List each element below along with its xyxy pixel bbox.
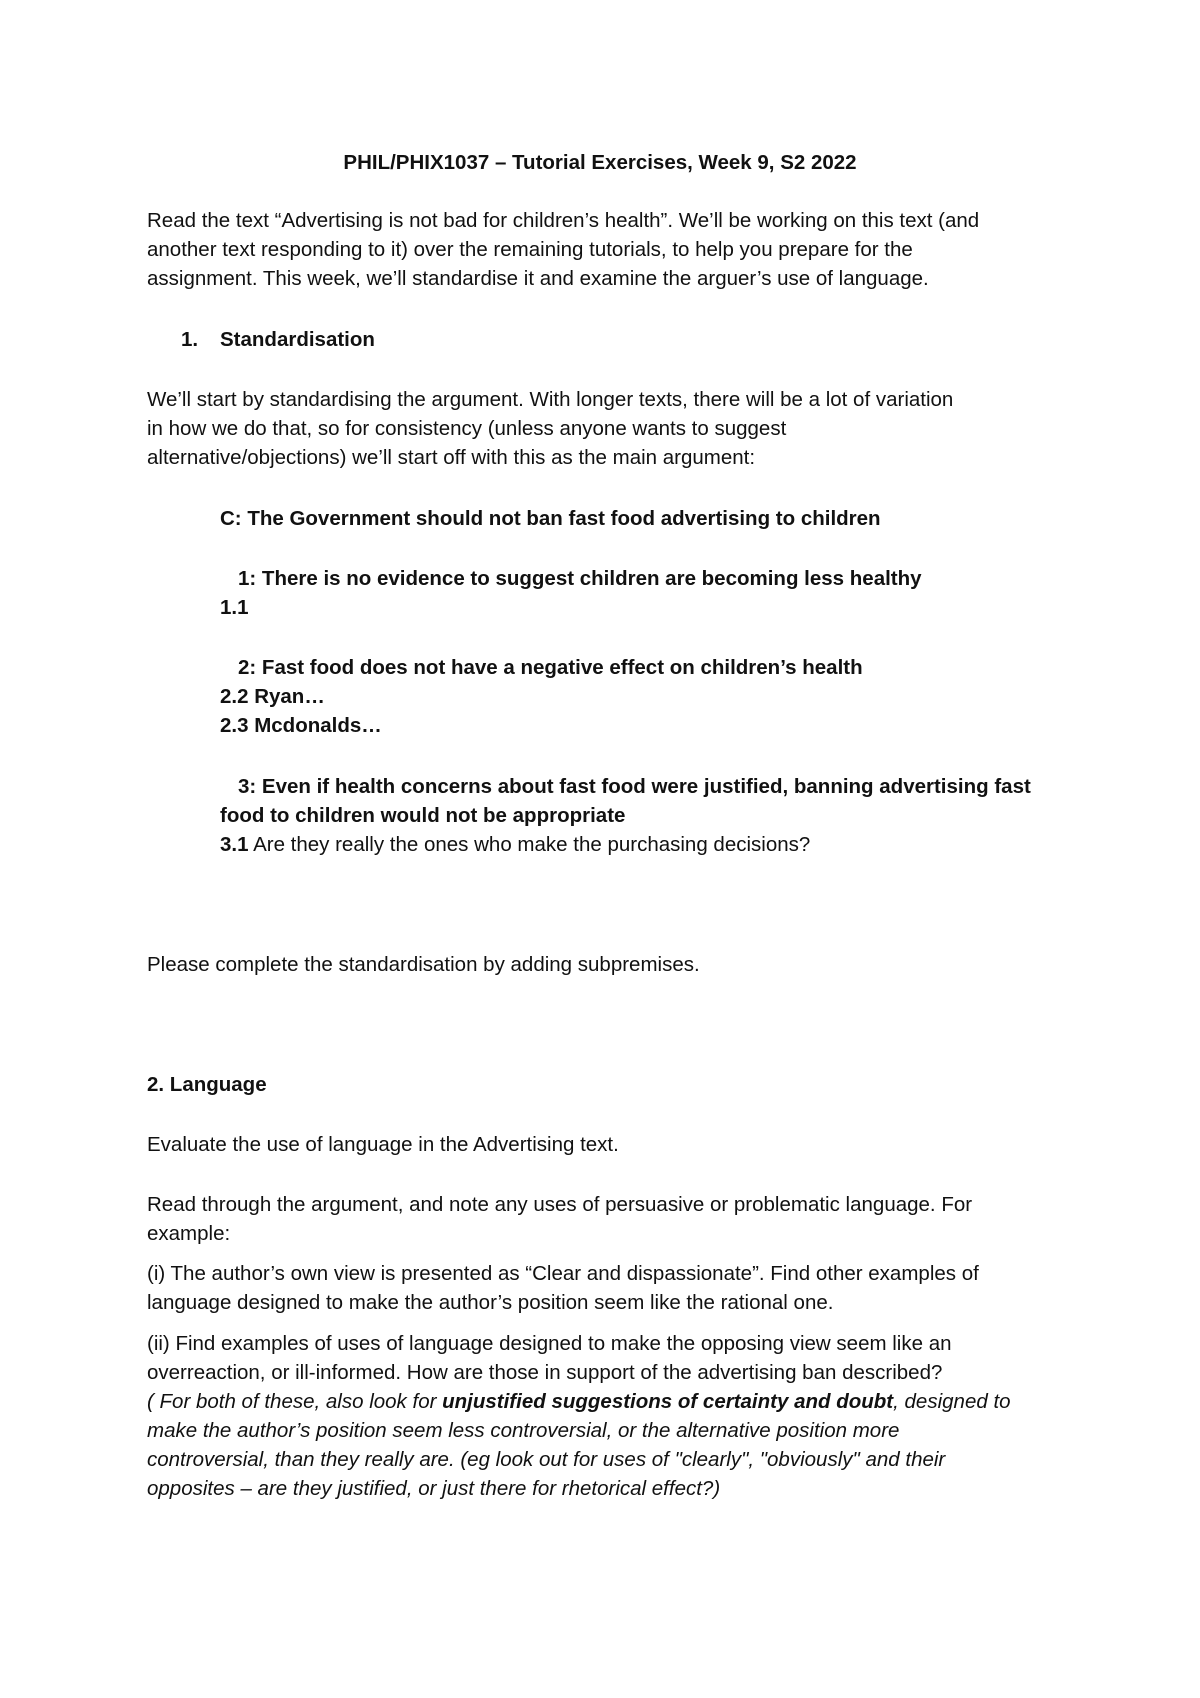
evaluate-instruction: Evaluate the use of language in the Advertising text.: [147, 1133, 619, 1156]
intro-line-1: Read the text “Advertising is not bad for children’s health”. We’ll be working on this text (and: [147, 209, 980, 232]
section1-heading: [181, 325, 375, 354]
premise-2: 2: Fast food does not have a negative effect on children’s health: [238, 656, 863, 679]
premise-3-sub-text: Are they really the ones who make the purchasing decisions?: [248, 833, 811, 856]
note-suffix: , designed to: [893, 1390, 1011, 1413]
item-ii-line-2: overreaction, or ill-informed. How are those in support of the advertising ban described?: [147, 1361, 943, 1384]
note-prefix: ( For both of these, also look for: [147, 1390, 443, 1413]
section2-heading: 2. Language: [147, 1073, 267, 1096]
section1-body-line-1: We’ll start by standardising the argument. With longer texts, there will be a lot of variation: [147, 388, 954, 411]
premise-2-sub-a: 2.2 Ryan…: [220, 685, 325, 708]
note-line-1: [147, 1387, 1011, 1416]
read-instruction-line-1: Read through the argument, and note any uses of persuasive or problematic language. For: [147, 1193, 973, 1216]
item-i-line-2: language designed to make the author’s position seem like the rational one.: [147, 1291, 834, 1314]
section1-body-line-2: in how we do that, so for consistency (unless anyone wants to suggest: [147, 417, 787, 440]
note-emphasis: unjustified suggestions of certainty and doubt: [442, 1390, 894, 1413]
premise-3-line-2: food to children would not be appropriate: [220, 804, 626, 827]
premise-2-sub-b: 2.3 Mcdonalds…: [220, 714, 382, 737]
premise-3-sub-number: 3.1: [220, 833, 249, 856]
premise-3-sub: [220, 830, 810, 859]
item-i-line-1: (i) The author’s own view is presented as “Clear and dispassionate”. Find other examples of: [147, 1262, 979, 1285]
intro-line-2: another text responding to it) over the remaining tutorials, to help you prepare for the: [147, 238, 913, 261]
premise-3-line-1: 3: Even if health concerns about fast food were justified, banning advertising fast: [238, 775, 1031, 798]
note-line-3: controversial, than they really are. (eg look out for uses of "clearly", "obviously" and their: [147, 1448, 946, 1471]
premise-1: 1: There is no evidence to suggest children are becoming less healthy: [238, 567, 922, 590]
item-ii-line-1: (ii) Find examples of uses of language designed to make the opposing view seem like an: [147, 1332, 952, 1355]
intro-line-3: assignment. This week, we’ll standardise it and examine the arguer’s use of language.: [147, 267, 929, 290]
section1-body-line-3: alternative/objections) we’ll start off with this as the main argument:: [147, 446, 756, 469]
read-instruction-line-2: example:: [147, 1222, 231, 1245]
page-title: PHIL/PHIX1037 – Tutorial Exercises, Week 9, S2 2022: [343, 151, 857, 174]
argument-conclusion: C: The Government should not ban fast food advertising to children: [220, 507, 881, 530]
section1-number: 1.: [181, 328, 199, 351]
note-line-4: opposites – are they justified, or just there for rhetorical effect?): [147, 1477, 721, 1500]
note-line-2: make the author’s position seem less controversial, or the alternative position more: [147, 1419, 900, 1442]
premise-1-sub: 1.1: [220, 596, 249, 619]
section1-title: Standardisation: [220, 328, 375, 351]
standardisation-instruction: Please complete the standardisation by adding subpremises.: [147, 953, 700, 976]
